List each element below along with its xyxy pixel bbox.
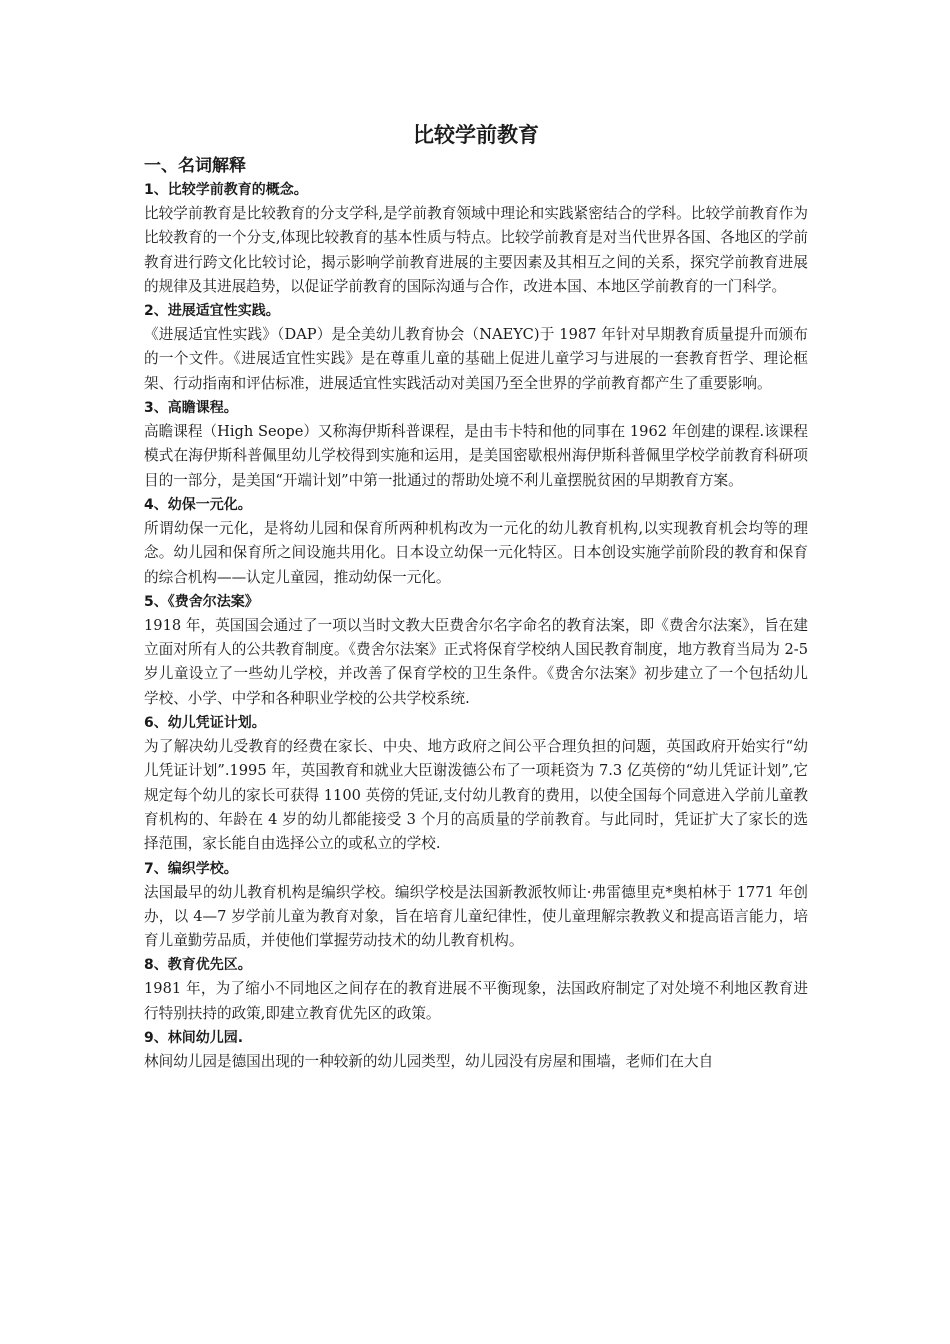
term-heading: 5、《费舍尔法案》 <box>144 593 259 610</box>
term-entry <box>144 493 808 590</box>
term-body: 1918 年，英国国会通过了一项以当时文教大臣费舍尔名字命名的教育法案，即《费舍尔法案》，旨在建立面对所有人的公共教育制度。《费舍尔法案》正式将保育学校纳人国民教育制度，地方教育当局为 2-5 岁儿童设立了一些幼儿学校，并改善了保育学校的卫生条件。《费舍尔法案》初步建立了一个包括幼儿学校、小学、中学和各种职业学校的公共学校系统. <box>144 616 808 707</box>
term-heading: 9、林间幼儿园. <box>144 1030 244 1047</box>
term-heading: 7、编织学校。 <box>144 860 238 877</box>
term-heading: 4、幼保一元化。 <box>144 496 252 513</box>
term-entry <box>144 953 808 1026</box>
term-heading: 3、高瞻课程。 <box>144 400 238 417</box>
term-entry <box>144 1026 808 1074</box>
term-entry <box>144 299 808 396</box>
term-body: 为了解决幼儿受教育的经费在家长、中央、地方政府之间公平合理负担的问题，英国政府开始实行“幼儿凭证计划”.1995 年，英国教育和就业大臣谢泼德公布了一项耗资为 7.3 亿英傍的“幼儿凭证计划”,它规定每个幼儿的家长可获得 1100 英傍的凭证,支付幼儿教育的费用，以使全国每个同意进入学前儿童教育机构的、年龄在 4 岁的幼儿都能接受 3 个月的高质量的学前教育。与此同时，凭证扩大了家长的选择范围，家长能自由选择公立的或私立的学校. <box>144 738 808 853</box>
term-heading: 1、比较学前教育的概念。 <box>144 182 308 198</box>
term-body: 《进展适宜性实践》（DAP）是全美幼儿教育协会（NAEYC)于 1987 年针对早期教育质量提升而颁布的一个文件。《进展适宜性实践》是在尊重儿童的基础上促进儿童学习与进展的一套教育哲学、理论框架、行动指南和评估标准，进展适宜性实践活动对美国乃至全世界的学前教育都产生了重要影响。 <box>144 326 808 392</box>
document-page <box>144 118 808 1074</box>
term-body: 法国最早的幼儿教育机构是编织学校。编织学校是法国新教派牧师让·弗雷德里克*奥柏林于 1771 年创办，以 4—7 岁学前儿童为教育对象，旨在培育儿童纪律性，使儿童理解宗教教义和提高语言能力，培育儿童勤劳品质，并使他们掌握劳动技术的幼儿教育机构。 <box>144 883 808 950</box>
term-heading: 8、教育优先区。 <box>144 957 252 974</box>
document-title: 比较学前教育 <box>413 123 539 147</box>
term-heading: 6、幼儿凭证计划。 <box>144 715 266 732</box>
term-entry <box>144 857 808 954</box>
term-body: 1981 年，为了缩小不同地区之间存在的教育进展不平衡现象，法国政府制定了对处境不利地区教育进行特别扶持的政策,即建立教育优先区的政策。 <box>144 980 808 1022</box>
term-entry <box>144 178 808 299</box>
term-entry <box>144 396 808 493</box>
term-body: 比较学前教育是比较教育的分支学科,是学前教育领域中理论和实践紧密结合的学科。比较学前教育作为比较教育的一个分支,体现比较教育的基本性质与特点。比较学前教育是对当代世界各国、各地区的学前教育进行跨文化比较讨论，揭示影响学前教育进展的主要因素及其相互之间的关系，探究学前教育进展的规律及其进展趋势，以促证学前教育的国际沟通与合作，改进本国、本地区学前教育的一门科学。 <box>144 205 808 295</box>
term-body: 林间幼儿园是德国出现的一种较新的幼儿园类型，幼儿园没有房屋和围墙，老师们在大自 <box>144 1053 714 1071</box>
term-body: 所谓幼保一元化，是将幼儿园和保育所两种机构改为一元化的幼儿教育机构,以实现教育机会均等的理念。幼儿园和保育所之间设施共用化。日本设立幼保一元化特区。日本创设实施学前阶段的教育和保育的综合机构——认定儿童园，推动幼保一元化。 <box>144 519 808 586</box>
term-entry <box>144 590 808 711</box>
term-entry <box>144 711 808 856</box>
term-body: 高瞻课程（High Seope）又称海伊斯科普课程，是由韦卡特和他的同事在 1962 年创建的课程.该课程模式在海伊斯科普佩里幼儿学校得到实施和运用，是美国密歇根州海伊斯科普佩里学校学前教育科研项目的一部分，是美国“开端计划”中第一批通过的帮助处境不利儿童摆脱贫困的早期教育方案。 <box>144 423 808 489</box>
term-heading: 2、进展适宜性实践。 <box>144 303 280 320</box>
section-heading: 一、名词解释 <box>144 156 246 176</box>
